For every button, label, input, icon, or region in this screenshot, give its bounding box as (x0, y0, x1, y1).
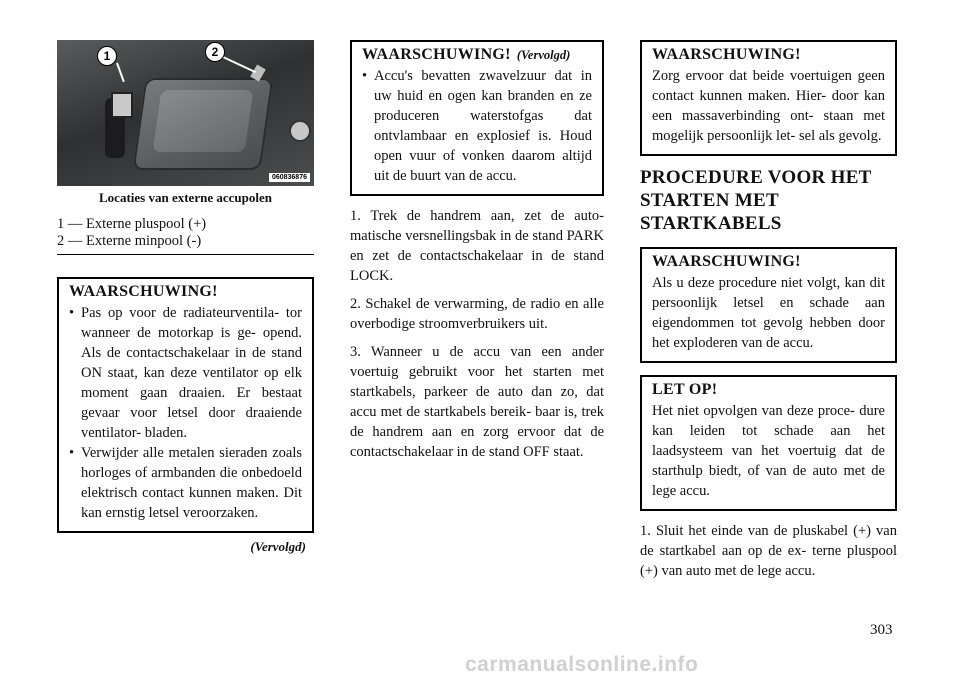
warning-box-procedure (640, 247, 897, 363)
warning-bullet: • Verwijder alle metalen sieraden zoals horloges of armbanden die onbedoeld elektrisch contact kunnen maken. Dit kan ernstig letsel veroorzaken. (69, 443, 302, 523)
step-1: 1. Trek de handrem aan, zet de auto- matische versnellingsbak in de stand PARK en zet de contactschakelaar in de stand LOCK. (350, 208, 604, 284)
warning-text: Zorg ervoor dat beide voertuigen geen contact kunnen maken. Hier- door kan een massaverbinding ont- staan met mogelijk persoonlijk let- sel als gevolg. (652, 68, 885, 144)
continued-label: (Vervolgd) (516, 48, 571, 62)
positive-terminal-shape (111, 92, 133, 118)
column-1 (57, 40, 314, 555)
warning-text: Als u deze procedure niet volgt, kan dit persoonlijk letsel en schade aan eigendommen tot gevolg hebben door het exploderen van de accu. (652, 275, 885, 351)
figure-caption: Locaties van externe accupolen (99, 190, 272, 205)
caution-box (640, 375, 897, 511)
legend-item-2: 2 — Externe minpool (-) (57, 233, 314, 255)
figure-code: 060836876 (269, 173, 310, 182)
watermark: carmanualsonline.info (465, 653, 699, 676)
battery-terminals-photo (57, 40, 314, 186)
warning-box-contact (640, 40, 897, 156)
warning-bullets (69, 303, 302, 523)
section-heading: PROCEDURE VOOR HET STARTEN MET STARTKABELS (640, 167, 872, 234)
warning-title: WAARSCHUWING! (652, 46, 801, 63)
steps-list (350, 206, 604, 462)
warning-box-fan (57, 277, 314, 533)
step-2: 2. Schakel de verwarming, de radio en alle overbodige stroomverbruikers uit. (350, 296, 604, 332)
warning-bullet: • Pas op voor de radiateurventila- tor wanneer de motorkap is ge- opend. Als de contactschakelaar in de stand ON staat, kan deze ventilator op elk moment gaan draaien. Er bestaat gevaar voor letsel door draaiende ventilator- bladen. (69, 303, 302, 443)
page-number: 303 (870, 622, 893, 638)
callout-1: 1 (97, 46, 117, 66)
warning-title: WAARSCHUWING! (Vervolgd) (362, 46, 571, 63)
warning-box-acid (350, 40, 604, 196)
column-2 (350, 40, 604, 470)
step-3: 3. Wanneer u de accu van een ander voertuig gebruikt voor het starten met startkabels, parkeer de auto dan zo, dat accu met de startkabels bereik- baar is, trek de handrem aan en zorg ervoor dat de contactschakelaar in de stand OFF staat. (350, 344, 604, 460)
caution-text: Het niet opvolgen van deze proce- dure kan leiden tot schade aan het laadsysteem van het voertuig dat de starthulp biedt, of van de auto met de lege accu. (652, 403, 885, 499)
warning-bullet: • Accu's bevatten zwavelzuur dat in uw huid en ogen kan branden en ze produceren waterstofgas dat ontvlambaar en explosief is. Houd open vuur of vonken daarom altijd uit de buurt van de accu. (362, 66, 592, 186)
warning-bullets (362, 66, 592, 186)
warning-title: WAARSCHUWING! (652, 253, 801, 270)
warning-title: WAARSCHUWING! (69, 283, 218, 300)
figure-legend (57, 216, 314, 255)
caution-title: LET OP! (652, 381, 718, 398)
column-3 (640, 40, 897, 589)
continued-label: (Vervolgd) (250, 539, 306, 554)
legend-item-1: 1 — Externe pluspool (+) (57, 216, 207, 232)
callout-2: 2 (205, 42, 225, 62)
step-1: 1. Sluit het einde van de pluskabel (+) van de startkabel aan op de ex- terne pluspool (+) van auto met de lege accu. (640, 523, 897, 579)
